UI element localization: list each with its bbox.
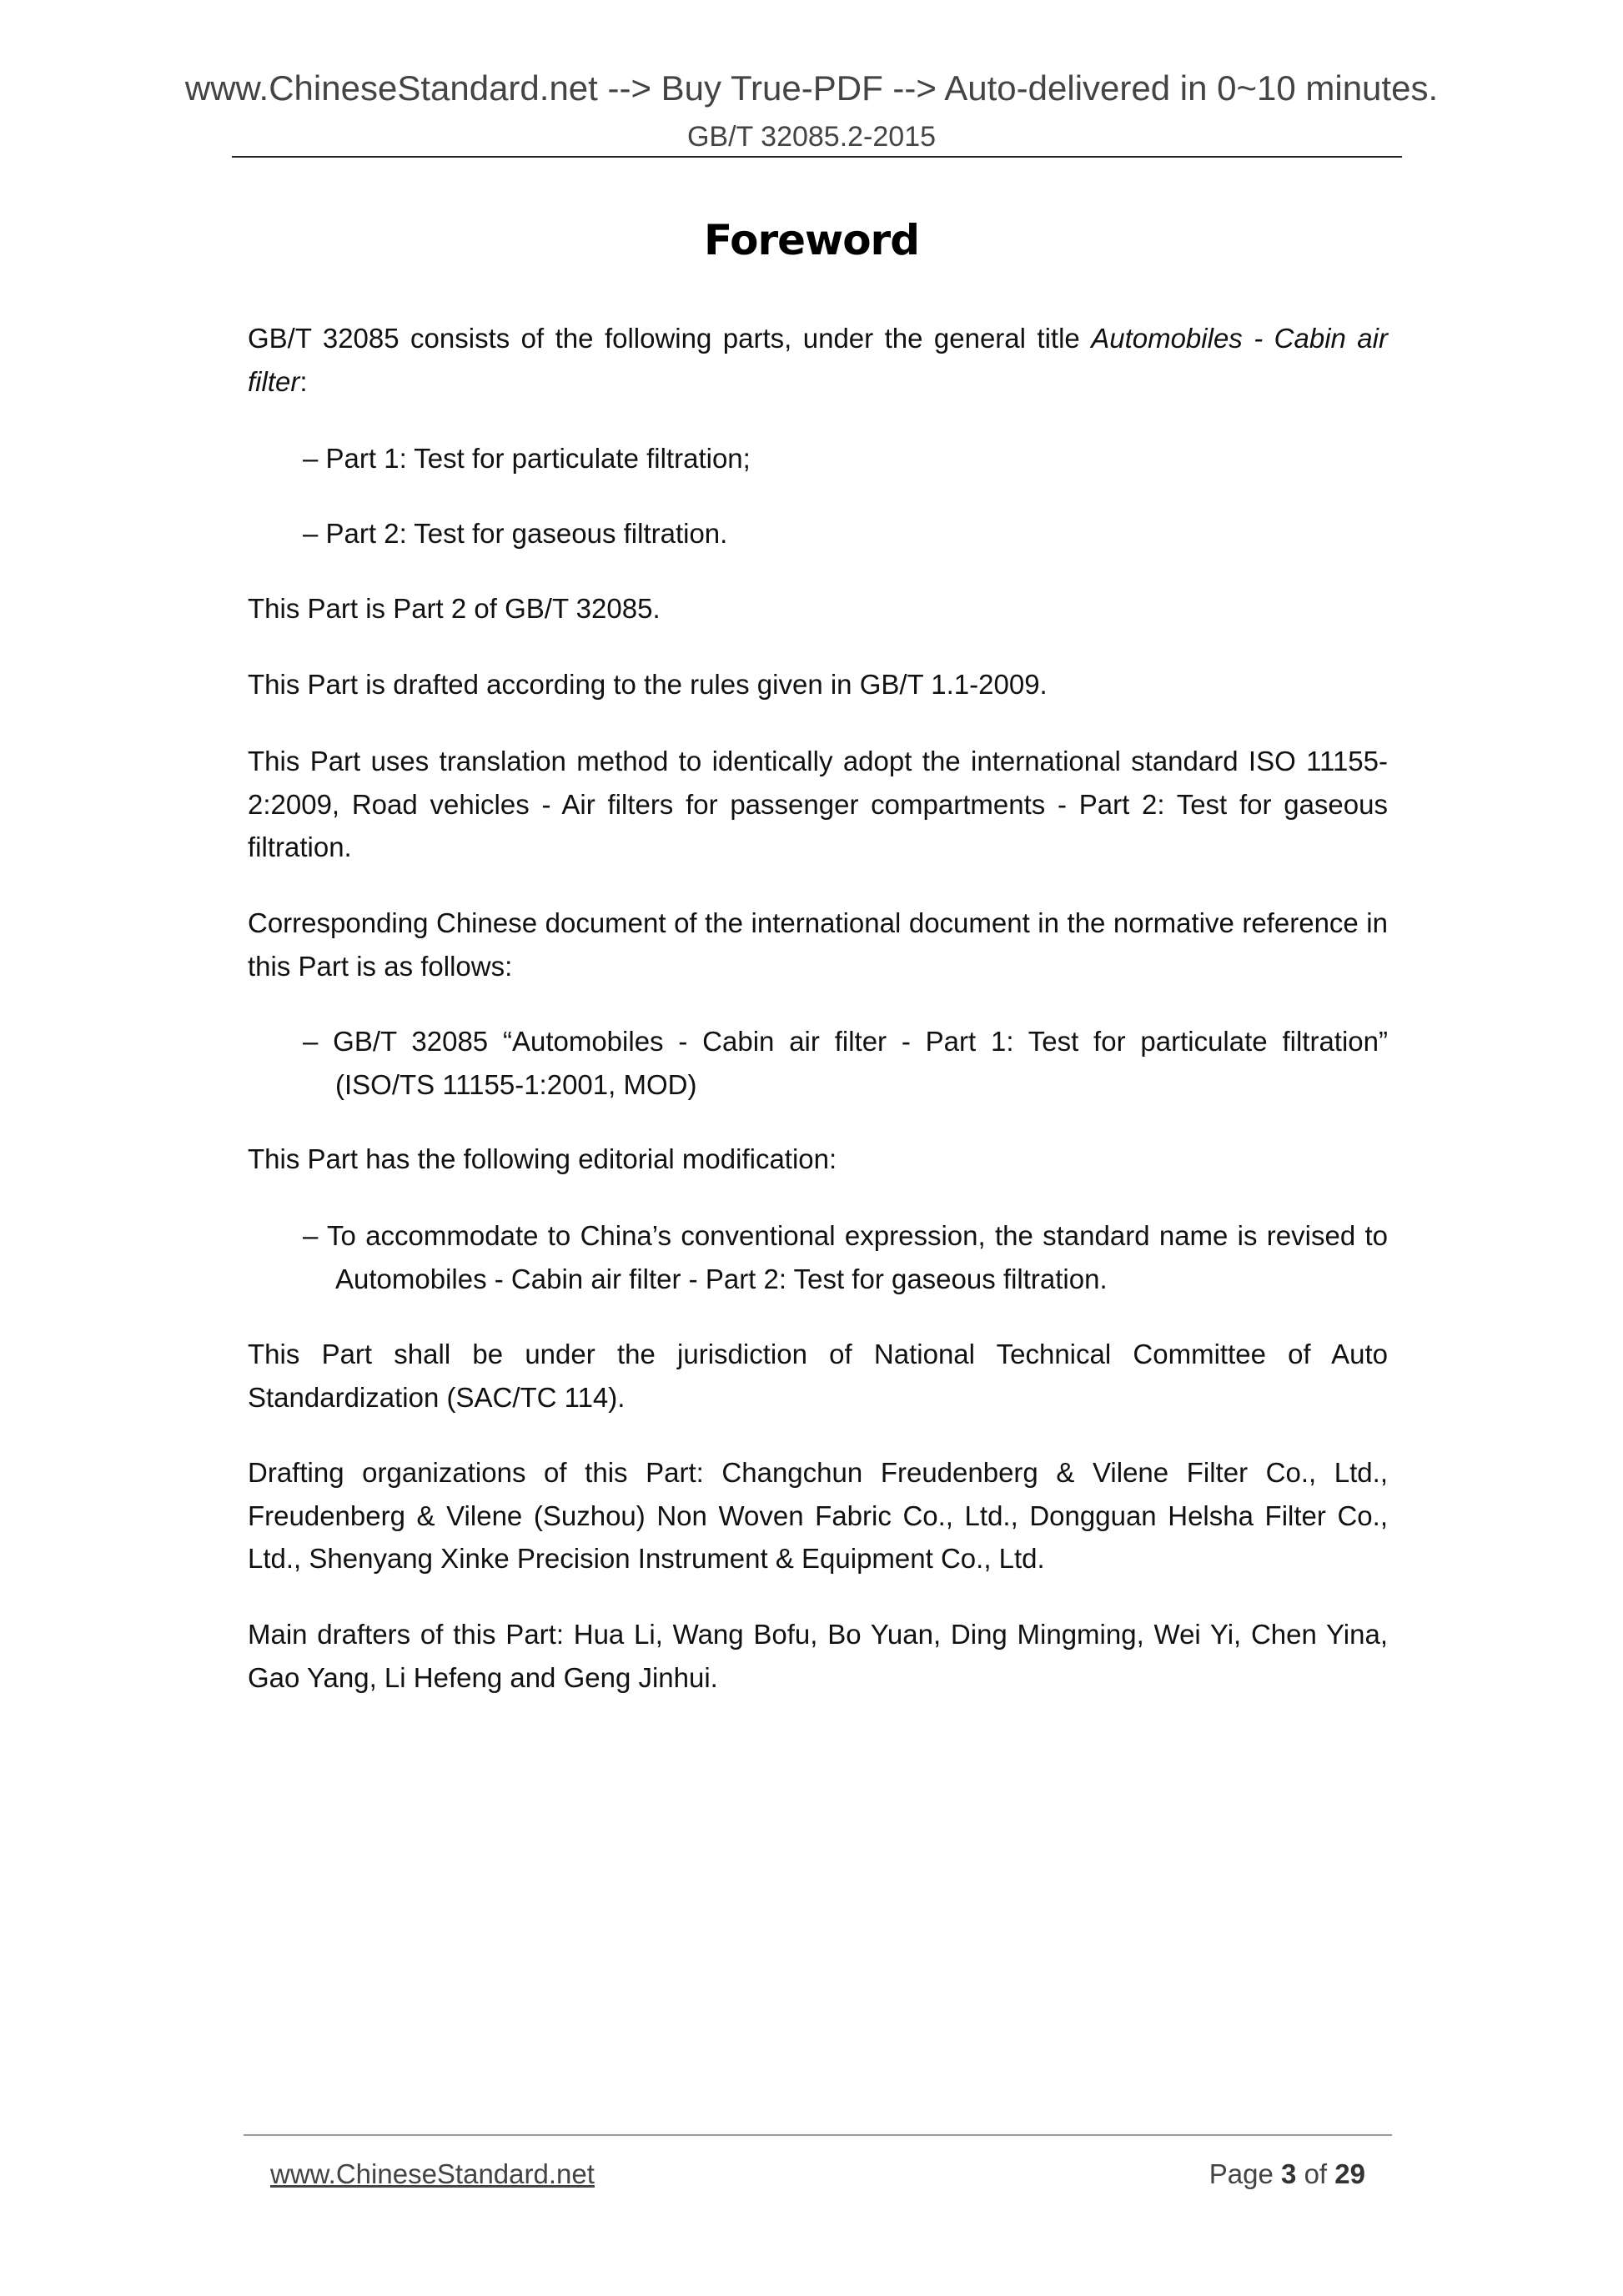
paragraph-part-of: This Part is Part 2 of GB/T 32085. <box>248 593 661 624</box>
list-item-part1: – Part 1: Test for particulate filtration; <box>303 443 751 474</box>
paragraph-jurisdiction: This Part shall be under the jurisdiction of National Technical Committee of Auto Standardization (SAC/TC 114). <box>248 1339 1388 1413</box>
text: : <box>299 365 308 397</box>
page-title: Foreword <box>703 216 920 264</box>
paragraph-drafters: Main drafters of this Part: Hua Li, Wang Bofu, Bo Yuan, Ding Mingming, Wei Yi, Chen Yina, Gao Yang, Li Hefeng and Geng Jinhui. <box>248 1619 1388 1693</box>
paragraph-drafting-rules: This Part is drafted according to the rules given in GB/T 1.1-2009. <box>248 669 1048 700</box>
page-current: 3 <box>1281 2158 1297 2189</box>
footer-divider <box>244 2134 1392 2136</box>
header-standard-number: GB/T 32085.2-2015 <box>686 121 937 153</box>
page-label: Page <box>1208 2158 1274 2189</box>
paragraph-adoption: This Part uses translation method to identically adopt the international standard ISO 11155-2:2009, Road vehicles - Air filters for passenger compartments - Part 2: Test for gaseous filtration. <box>248 746 1388 862</box>
paragraph-modification: This Part has the following editorial modification: <box>248 1143 837 1174</box>
list-item-reference: – GB/T 32085 “Automobiles - Cabin air filter - Part 1: Test for particulate filtration” (ISO/TS 11155-1:2001, MOD) <box>303 1026 1388 1100</box>
page-indicator <box>1209 2156 1365 2193</box>
page-of: of <box>1304 2158 1328 2189</box>
list-item-modification: – To accommodate to China’s conventional expression, the standard name is revised to Automobiles - Cabin air filter - Part 2: Test for gaseous filtration. <box>303 1220 1388 1294</box>
general-title: Automobiles - Cabin air filter <box>248 323 1388 397</box>
page-total: 29 <box>1334 2158 1365 2189</box>
paragraph-corresponding: Corresponding Chinese document of the international document in the normative reference in this Part is as follows: <box>248 907 1388 982</box>
list-item-part2: – Part 2: Test for gaseous filtration. <box>303 518 728 549</box>
header-divider <box>232 156 1402 158</box>
paragraph-parts-intro <box>248 317 1388 403</box>
text: GB/T 32085 consists of the following parts, under the general title <box>248 323 1092 354</box>
header-banner: www.ChineseStandard.net --> Buy True-PDF --> Auto-delivered in 0~10 minutes. <box>184 68 1439 108</box>
footer-website-link[interactable]: www.ChineseStandard.net <box>270 2158 595 2189</box>
paragraph-drafting-orgs: Drafting organizations of this Part: Changchun Freudenberg & Vilene Filter Co., Ltd., Freudenberg & Vilene (Suzhou) Non Woven Fabric Co., Ltd., Dongguan Helsha Filter Co., Ltd., Shenyang Xinke Precision Instrument & Equipment Co., Ltd. <box>248 1457 1388 1574</box>
